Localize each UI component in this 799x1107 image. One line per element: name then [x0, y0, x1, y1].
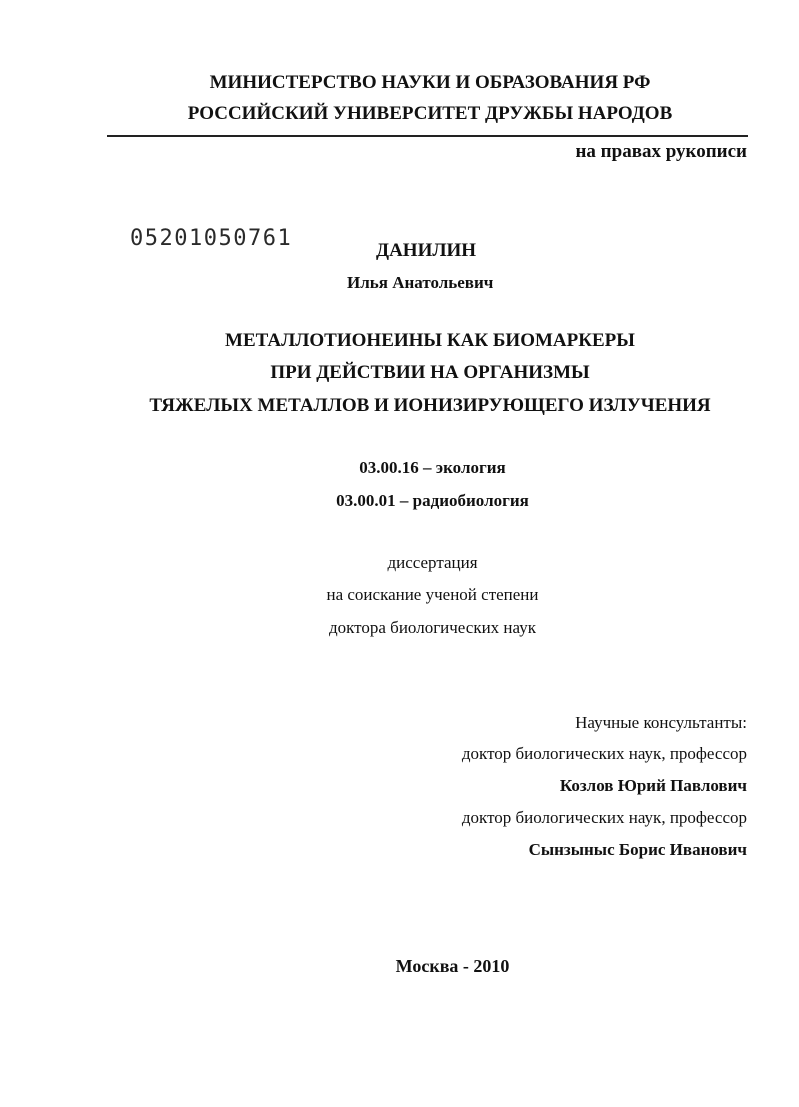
degree-line: диссертация: [387, 553, 478, 572]
header-divider: [107, 135, 748, 137]
degree-line: доктора биологических наук: [329, 618, 536, 637]
place-and-year: Москва - 2010: [395, 956, 510, 976]
university-heading: РОССИЙСКИЙ УНИВЕРСИТЕТ ДРУЖБЫ НАРОДОВ: [187, 103, 673, 124]
consultant-name: Козлов Юрий Павлович: [559, 776, 747, 795]
specialty-code: 03.00.01 – радиобиология: [336, 491, 529, 510]
author-surname: ДАНИЛИН: [376, 240, 477, 261]
consultants-heading: Научные консультанты:: [575, 713, 747, 732]
archive-number-stamp: 05201050761: [130, 226, 293, 251]
consultant-title: доктор биологических наук, профессор: [461, 744, 747, 763]
ministry-heading: МИНИСТЕРСТВО НАУКИ И ОБРАЗОВАНИЯ РФ: [209, 72, 651, 93]
author-given-name: Илья Анатольевич: [347, 273, 494, 292]
dissertation-title-line: ПРИ ДЕЙСТВИИ НА ОРГАНИЗМЫ: [270, 362, 590, 383]
dissertation-title-line: ТЯЖЕЛЫХ МЕТАЛЛОВ И ИОНИЗИРУЮЩЕГО ИЗЛУЧЕНИЯ: [149, 395, 711, 416]
consultant-name: Сынзыныс Борис Иванович: [528, 840, 747, 859]
degree-line: на соискание ученой степени: [326, 585, 539, 604]
manuscript-note: на правах рукописи: [575, 141, 747, 162]
specialty-code: 03.00.16 – экология: [359, 458, 506, 477]
consultant-title: доктор биологических наук, профессор: [461, 808, 747, 827]
dissertation-title-line: МЕТАЛЛОТИОНЕИНЫ КАК БИОМАРКЕРЫ: [225, 330, 635, 351]
